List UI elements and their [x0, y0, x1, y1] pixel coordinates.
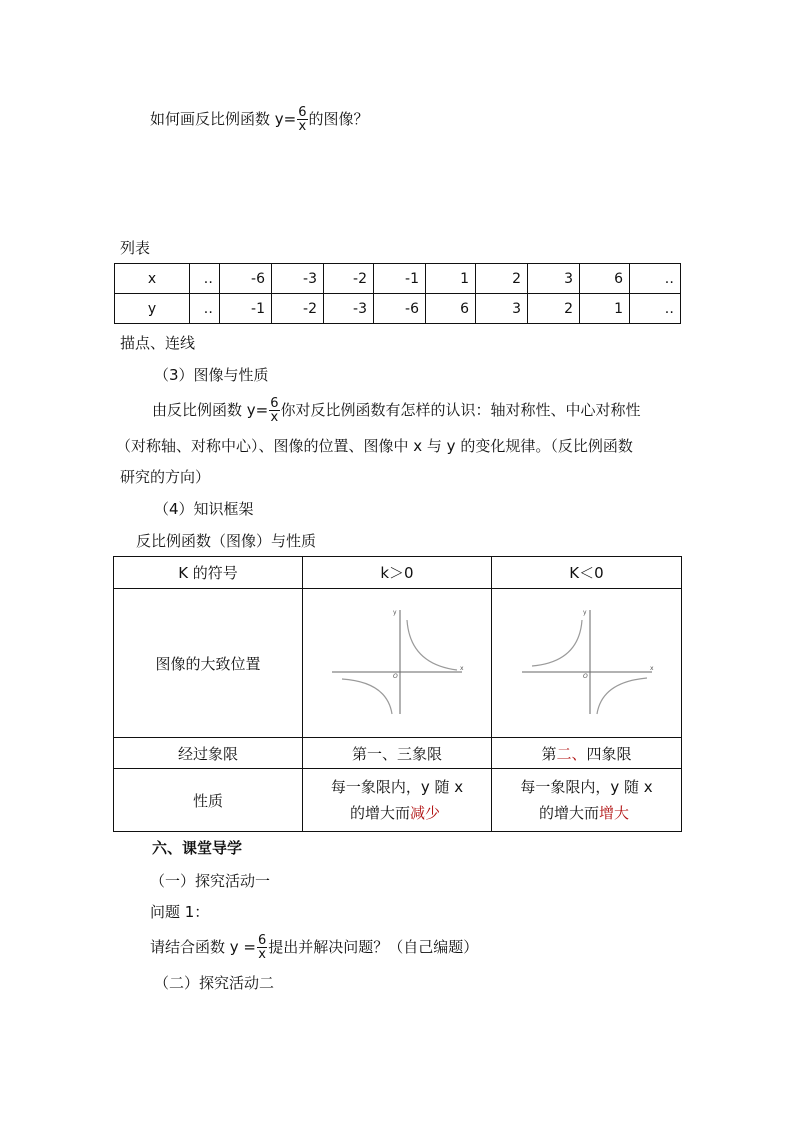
graph-cell-positive — [303, 589, 492, 738]
activity-2-heading: （二）探究活动二 — [154, 974, 275, 992]
table-row — [114, 769, 682, 832]
quadrants-k-negative: 第二、四象限 — [492, 738, 682, 769]
ellipsis-cell: ‥ — [630, 294, 681, 324]
curve-quadrant-3 — [342, 679, 392, 714]
x-header: x — [115, 264, 190, 294]
paragraph-line-2: （对称轴、对称中心）、图像的位置、图像中 x 与 y 的变化规律。（反比例函数 — [116, 437, 633, 455]
table-row — [114, 738, 682, 769]
hyperbola-graph-k-negative — [512, 604, 662, 719]
ellipsis-cell: ‥ — [190, 264, 220, 294]
property-k-negative: 每一象限内，y 随 x 的增大而增大 — [492, 769, 682, 832]
table-row — [114, 589, 682, 738]
row-label-properties: 性质 — [114, 769, 303, 832]
property-k-positive: 每一象限内，y 随 x 的增大而减少 — [303, 769, 492, 832]
curve-quadrant-1 — [407, 620, 457, 670]
curve-quadrant-4 — [597, 678, 647, 714]
y-axis-label: y — [393, 608, 397, 616]
quadrants-k-positive: 第一、三象限 — [303, 738, 492, 769]
y-axis-label: y — [582, 608, 587, 616]
hyperbola-graph-k-positive — [322, 604, 472, 719]
activity-1-heading: （一）探究活动一 — [150, 872, 271, 890]
paragraph-line-3: 研究的方向） — [120, 468, 211, 486]
row-label-position: 图像的大致位置 — [114, 589, 303, 738]
fraction: $\frac{6}{x}$ — [270, 396, 279, 425]
fraction: $\frac{6}{x}$ — [257, 933, 267, 962]
x-axis-label: x — [460, 664, 464, 672]
header-k-positive: k＞0 — [303, 557, 492, 589]
header-k-sign: K 的符号 — [114, 557, 303, 589]
properties-table — [113, 556, 682, 832]
value-table — [114, 263, 681, 324]
header-k-negative: K＜0 — [492, 557, 682, 589]
ellipsis-cell: ‥ — [190, 294, 220, 324]
question-1-label: 问题 1： — [150, 903, 210, 921]
paragraph-line-1: 由反比例函数 y= $\frac{6}{x}$ 你对反比例函数有怎样的认识：轴对称性、中心对称性 — [152, 396, 641, 425]
table-row — [114, 557, 682, 589]
row-label-quadrants: 经过象限 — [114, 738, 303, 769]
fraction: $\frac{6}{x}$ — [298, 105, 307, 134]
list-label: 列表 — [120, 239, 151, 257]
question-1-text: 请结合函数 y = $\frac{6}{x}$ 提出并解决问题？（自己编题） — [150, 933, 479, 962]
section-3-heading: （3）图像与性质 — [154, 366, 269, 384]
question-title: 如何画反比例函数 y= $\frac{6}{x}$ 的图像？ — [150, 105, 369, 134]
table-row: y ‥ -1 -2 -3 -6 6 3 2 1 ‥ — [115, 294, 681, 324]
curve-quadrant-2 — [532, 620, 582, 666]
ellipsis-cell: ‥ — [630, 264, 681, 294]
x-axis-label: x — [649, 664, 654, 672]
plot-label: 描点、连线 — [120, 334, 196, 352]
section-6-heading: 六、课堂导学 — [152, 839, 243, 857]
y-header: y — [115, 294, 190, 324]
table-title: 反比例函数（图像）与性质 — [136, 532, 317, 550]
section-4-heading: （4）知识框架 — [154, 500, 254, 518]
graph-cell-negative — [492, 589, 682, 738]
origin-label: O — [393, 672, 398, 680]
origin-label: O — [582, 672, 588, 680]
table-row: x ‥ -6 -3 -2 -1 1 2 3 6 ‥ — [115, 264, 681, 294]
